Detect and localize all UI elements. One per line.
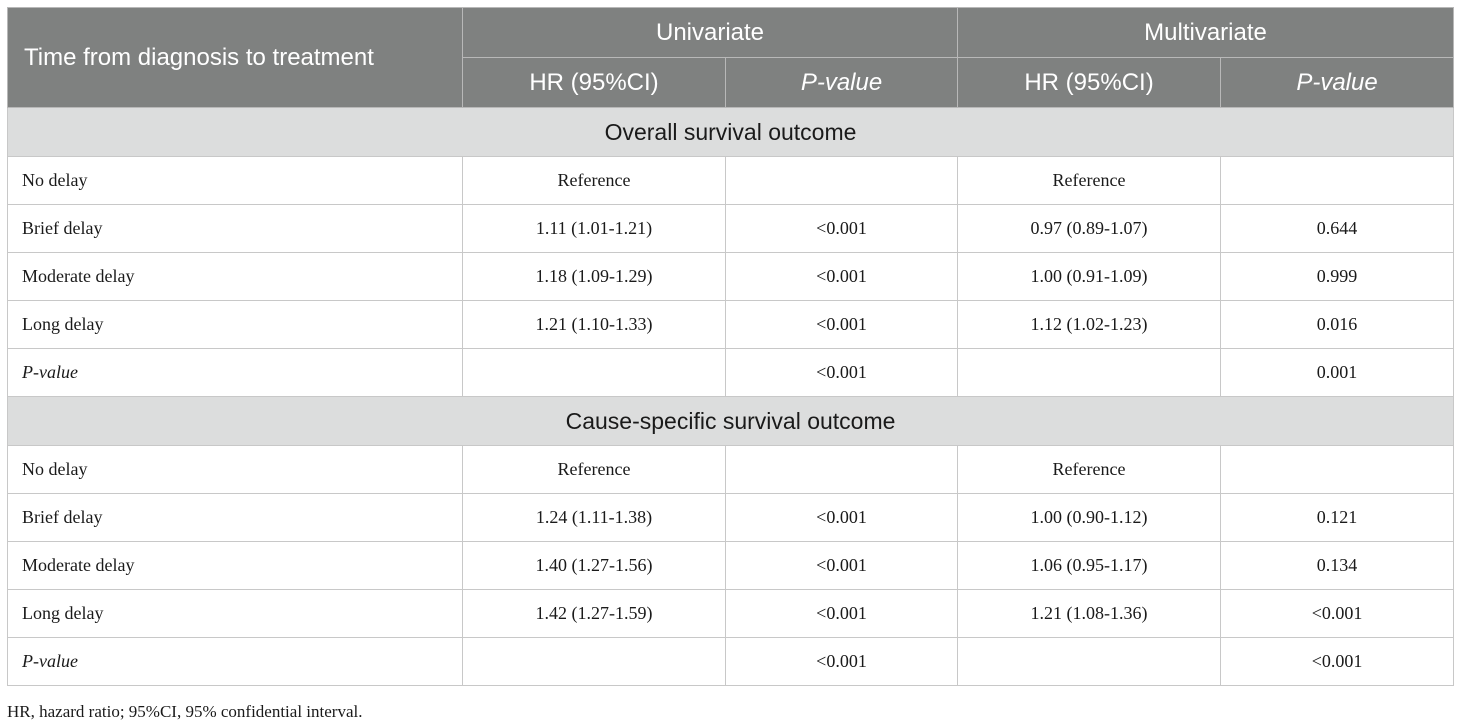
multivariate-p-cell: [1221, 446, 1454, 494]
multivariate-p-cell: [1221, 157, 1454, 205]
univariate-hr-cell: 1.40 (1.27-1.56): [463, 542, 726, 590]
univariate-hr-cell: Reference: [463, 157, 726, 205]
univariate-p-cell: <0.001: [726, 349, 958, 397]
univariate-p-header: P-value: [726, 58, 958, 108]
row-label: Brief delay: [8, 205, 463, 253]
univariate-p-cell: <0.001: [726, 638, 958, 686]
multivariate-hr-cell: [958, 349, 1221, 397]
section-title: Overall survival outcome: [8, 108, 1454, 157]
multivariate-hr-cell: 0.97 (0.89-1.07): [958, 205, 1221, 253]
table-row: [8, 494, 1454, 542]
header-row-top: [8, 8, 1454, 58]
univariate-hr-cell: 1.24 (1.11-1.38): [463, 494, 726, 542]
multivariate-hr-cell: 1.00 (0.90-1.12): [958, 494, 1221, 542]
row-label: Long delay: [8, 590, 463, 638]
table-row: [8, 253, 1454, 301]
row-label: Moderate delay: [8, 542, 463, 590]
multivariate-p-cell: 0.134: [1221, 542, 1454, 590]
univariate-p-cell: <0.001: [726, 494, 958, 542]
multivariate-p-cell: 0.644: [1221, 205, 1454, 253]
stub-header: Time from diagnosis to treatment: [8, 8, 463, 108]
univariate-p-cell: <0.001: [726, 253, 958, 301]
multivariate-hr-cell: 1.12 (1.02-1.23): [958, 301, 1221, 349]
multivariate-header: Multivariate: [958, 8, 1454, 58]
univariate-hr-cell: [463, 349, 726, 397]
section-title: Cause-specific survival outcome: [8, 397, 1454, 446]
table-row: [8, 301, 1454, 349]
multivariate-p-cell: 0.001: [1221, 349, 1454, 397]
table-footnote: HR, hazard ratio; 95%CI, 95% confidential interval.: [7, 702, 363, 721]
hazard-ratio-table: [7, 7, 1454, 686]
table-row: [8, 590, 1454, 638]
univariate-header: Univariate: [463, 8, 958, 58]
univariate-p-cell: [726, 446, 958, 494]
section-row: [8, 108, 1454, 157]
row-label: P-value: [8, 638, 463, 686]
table-row: [8, 446, 1454, 494]
row-label: P-value: [8, 349, 463, 397]
table-row: [8, 157, 1454, 205]
multivariate-hr-cell: 1.06 (0.95-1.17): [958, 542, 1221, 590]
row-label: Brief delay: [8, 494, 463, 542]
univariate-hr-cell: 1.11 (1.01-1.21): [463, 205, 726, 253]
multivariate-hr-header: HR (95%CI): [958, 58, 1221, 108]
multivariate-p-cell: <0.001: [1221, 590, 1454, 638]
table-row: [8, 205, 1454, 253]
multivariate-p-cell: 0.121: [1221, 494, 1454, 542]
univariate-p-cell: [726, 157, 958, 205]
univariate-hr-cell: 1.42 (1.27-1.59): [463, 590, 726, 638]
row-label: Moderate delay: [8, 253, 463, 301]
univariate-hr-header: HR (95%CI): [463, 58, 726, 108]
table-row: [8, 349, 1454, 397]
table-row: [8, 542, 1454, 590]
univariate-p-cell: <0.001: [726, 301, 958, 349]
multivariate-p-cell: <0.001: [1221, 638, 1454, 686]
univariate-hr-cell: 1.18 (1.09-1.29): [463, 253, 726, 301]
multivariate-hr-cell: 1.21 (1.08-1.36): [958, 590, 1221, 638]
multivariate-hr-cell: Reference: [958, 157, 1221, 205]
row-label: No delay: [8, 446, 463, 494]
multivariate-hr-cell: 1.00 (0.91-1.09): [958, 253, 1221, 301]
multivariate-p-cell: 0.999: [1221, 253, 1454, 301]
section-row: [8, 397, 1454, 446]
multivariate-p-cell: 0.016: [1221, 301, 1454, 349]
univariate-p-cell: <0.001: [726, 590, 958, 638]
row-label: No delay: [8, 157, 463, 205]
univariate-p-cell: <0.001: [726, 205, 958, 253]
row-label: Long delay: [8, 301, 463, 349]
multivariate-hr-cell: [958, 638, 1221, 686]
univariate-hr-cell: 1.21 (1.10-1.33): [463, 301, 726, 349]
univariate-hr-cell: [463, 638, 726, 686]
multivariate-p-header: P-value: [1221, 58, 1454, 108]
univariate-hr-cell: Reference: [463, 446, 726, 494]
univariate-p-cell: <0.001: [726, 542, 958, 590]
table-row: [8, 638, 1454, 686]
multivariate-hr-cell: Reference: [958, 446, 1221, 494]
